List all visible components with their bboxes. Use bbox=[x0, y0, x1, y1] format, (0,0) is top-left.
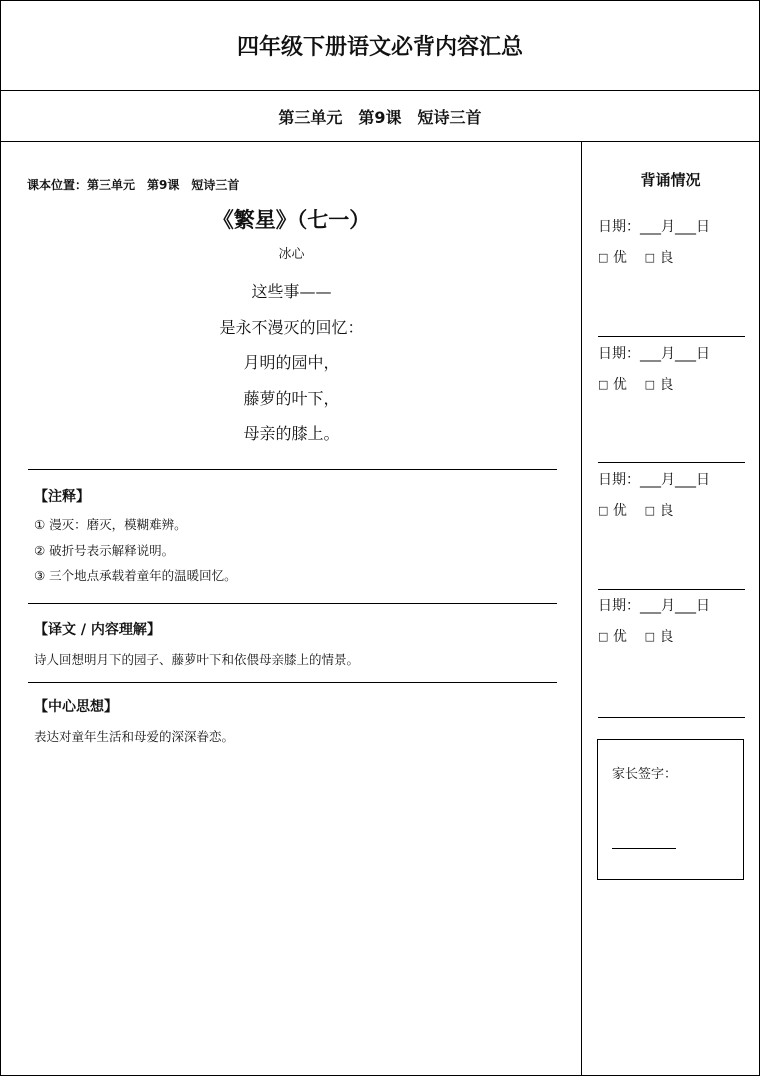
grade-excellent: 优 bbox=[612, 629, 627, 645]
checkbox-icon[interactable]: □ bbox=[644, 630, 656, 643]
checkbox-icon[interactable]: □ bbox=[598, 251, 609, 264]
grade-good: 良 bbox=[659, 250, 674, 266]
grade-good: 良 bbox=[659, 503, 674, 519]
checkbox-icon[interactable]: □ bbox=[644, 251, 656, 264]
poem-line: 母亲的膝上。 bbox=[243, 424, 340, 443]
poem-line: 藤萝的叶下， bbox=[243, 388, 340, 408]
checkbox-icon[interactable]: □ bbox=[644, 504, 656, 517]
main-column bbox=[1, 142, 582, 1075]
poem-title: 《繁星》（七一） bbox=[212, 207, 371, 232]
page-title: 四年级下册语文必背内容汇总 bbox=[236, 35, 523, 60]
grade-excellent: 优 bbox=[612, 377, 627, 393]
date-line: 日期：___月___日 bbox=[598, 219, 710, 235]
grade-options bbox=[598, 626, 745, 646]
recitation-column bbox=[582, 142, 759, 1075]
poem-line: 月明的园中， bbox=[243, 353, 340, 372]
grade-good: 良 bbox=[659, 629, 674, 645]
recitation-record bbox=[598, 595, 745, 646]
lesson-subtitle: 第三单元 第9课 短诗三首 bbox=[278, 107, 482, 127]
parent-signature-box[interactable] bbox=[597, 739, 744, 880]
content-area bbox=[1, 142, 759, 1075]
note-item: ② 破折号表示解释说明。 bbox=[34, 543, 175, 558]
record-divider bbox=[598, 336, 745, 337]
recitation-record bbox=[598, 216, 745, 267]
record-divider bbox=[598, 462, 745, 463]
grade-excellent: 优 bbox=[612, 250, 627, 266]
poem-body bbox=[1, 278, 582, 456]
textbook-location: 课本位置：第三单元 第9课 短诗三首 bbox=[27, 178, 240, 192]
grade-good: 良 bbox=[659, 377, 674, 393]
note-item: ① 漫灭：磨灭，模糊难辨。 bbox=[34, 517, 187, 532]
recitation-record bbox=[598, 469, 745, 520]
date-line: 日期：___月___日 bbox=[598, 598, 710, 614]
central-idea-text: 表达对童年生活和母爱的深深眷恋。 bbox=[34, 729, 235, 744]
date-line: 日期：___月___日 bbox=[598, 346, 710, 362]
checkbox-icon[interactable]: □ bbox=[598, 630, 609, 643]
translation-text: 诗人回想明月下的园子、藤萝叶下和依偎母亲膝上的情景。 bbox=[34, 652, 360, 667]
notes-section bbox=[28, 469, 557, 604]
subtitle-row bbox=[1, 91, 759, 142]
signature-line bbox=[612, 848, 676, 849]
title-row bbox=[1, 1, 759, 91]
poem-line: 这些事—— bbox=[251, 282, 332, 301]
grade-options bbox=[598, 500, 745, 520]
central-idea-section bbox=[28, 682, 557, 763]
signature-label: 家长签字： bbox=[612, 767, 678, 782]
checkbox-icon[interactable]: □ bbox=[598, 378, 609, 391]
recitation-heading: 背诵情况 bbox=[640, 171, 701, 189]
grade-excellent: 优 bbox=[612, 503, 627, 519]
grade-options bbox=[598, 247, 745, 267]
poem-author: 冰心 bbox=[278, 247, 305, 262]
date-line: 日期：___月___日 bbox=[598, 472, 710, 488]
central-idea-heading: 【中心思想】 bbox=[34, 699, 118, 715]
note-item: ③ 三个地点承载着童年的温暖回忆。 bbox=[34, 568, 237, 583]
recitation-record bbox=[598, 343, 745, 394]
checkbox-icon[interactable]: □ bbox=[644, 378, 656, 391]
checkbox-icon[interactable]: □ bbox=[598, 504, 609, 517]
translation-section bbox=[28, 603, 557, 682]
notes-heading: 【注释】 bbox=[34, 489, 90, 505]
translation-heading: 【译文 / 内容理解】 bbox=[34, 622, 161, 638]
poem-line: 是永不漫灭的回忆： bbox=[219, 317, 364, 337]
record-divider bbox=[598, 589, 745, 590]
record-divider bbox=[598, 717, 745, 718]
grade-options bbox=[598, 374, 745, 394]
